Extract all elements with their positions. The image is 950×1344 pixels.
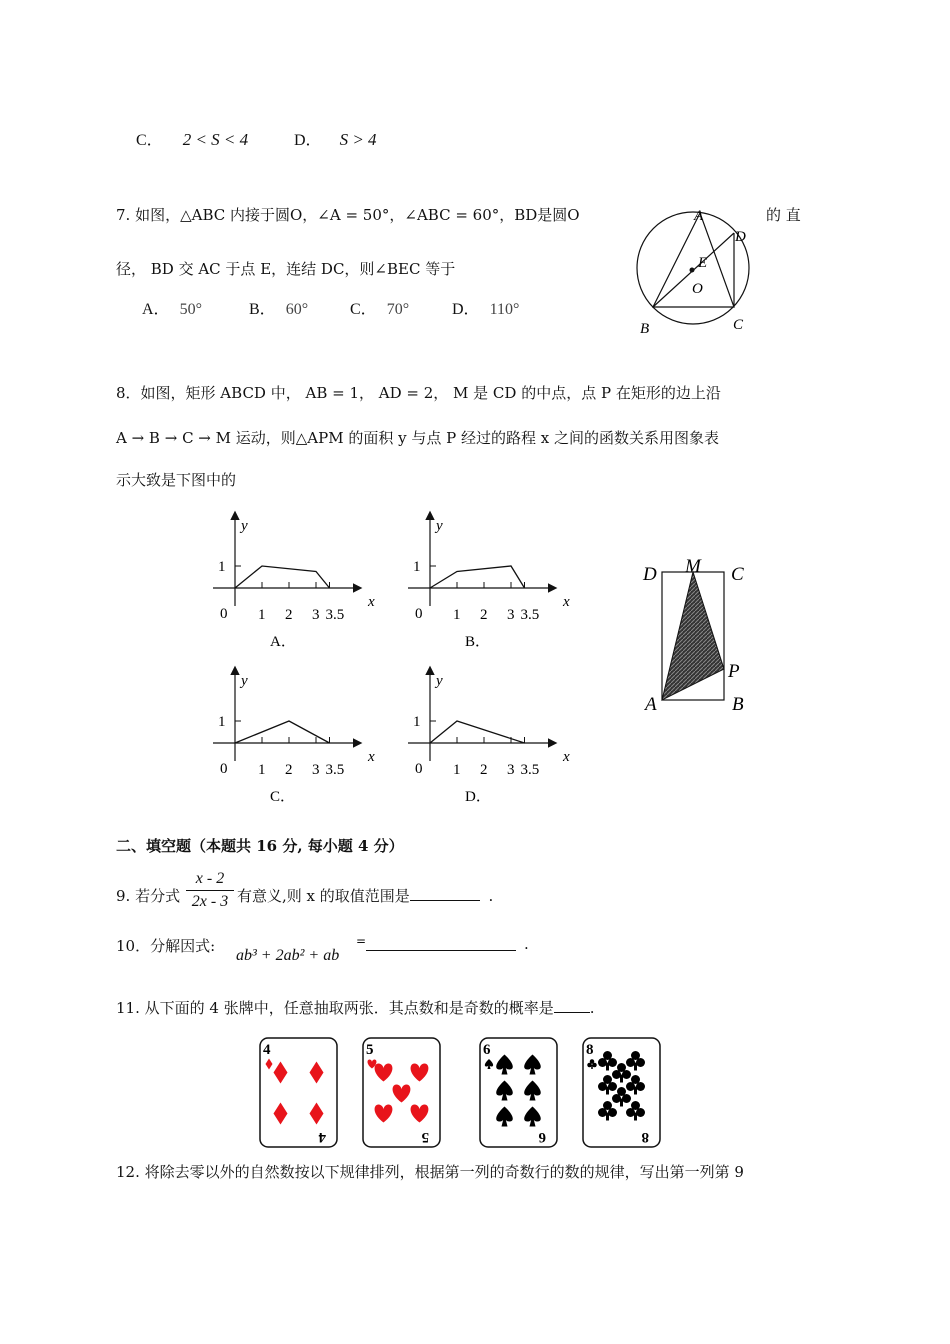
graph-line (235, 566, 330, 588)
q7-option-a-label: A． (142, 301, 170, 318)
q10-equals (356, 934, 366, 948)
graph-a (213, 513, 375, 650)
q7-line1: 7. 如图，△ABC 内接于圆O，∠A = 50°，∠ABC = 60°，BD是圆O (116, 206, 580, 224)
graph-option-label: D． (465, 789, 491, 805)
card-rank: 6 (483, 1042, 491, 1058)
fig7-label-c: C (733, 317, 744, 333)
card-club (583, 1038, 660, 1147)
q6-option-d-label: D． (294, 132, 322, 149)
q8-graph-grid (200, 505, 600, 815)
q10-end: . (524, 935, 529, 953)
q11-answer-blank[interactable] (554, 1012, 590, 1013)
q8-line1: 8．如图，矩形 ABCD 中， AB = 1， AD = 2， M 是 CD 的中点，点 P 在矩形的边上沿 (116, 384, 721, 402)
origin-label: 0 (415, 761, 423, 777)
graph-line (430, 566, 525, 588)
fig7-label-e: E (698, 255, 708, 271)
triangle-apm (662, 572, 724, 700)
q7-line2: 径， BD 交 AC 于点 E，连结 DC，则∠BEC 等于 (116, 260, 456, 278)
x-tick-label: 3.5 (520, 762, 540, 778)
q9-denominator: 2x - 3 (191, 893, 229, 910)
fig8-label-b: B (732, 694, 744, 715)
q11-end: . (589, 999, 595, 1017)
graph-b (408, 513, 570, 650)
graph-c (213, 668, 375, 805)
y-axis-label: y (241, 673, 248, 689)
q7-option-c-value: 70° (386, 301, 410, 318)
card-rank: 5 (366, 1042, 374, 1058)
q11-question: 11. 从下面的 4 张牌中，任意抽取两张．其点数和是奇数的概率是 (116, 999, 554, 1017)
card-rank-bottom: 6 (538, 1129, 546, 1145)
fig7-label-b: B (640, 321, 650, 337)
x-tick-label: 3 (507, 607, 515, 623)
graph-d (408, 668, 570, 805)
origin-label: 0 (220, 761, 228, 777)
card-spade (480, 1038, 557, 1147)
q6-option-c (136, 127, 248, 150)
q11-text (116, 997, 595, 1018)
card-rank-bottom: 4 (318, 1129, 326, 1145)
x-tick-label: 3.5 (325, 607, 345, 623)
fig7-label-d: D (735, 229, 746, 245)
q7-option-b (249, 296, 308, 319)
y-tick-label: 1 (218, 714, 226, 730)
x-tick-label: 2 (285, 762, 293, 778)
q9-prefix: 9. 若分式 (116, 887, 181, 905)
fig8-label-d: D (643, 564, 657, 585)
x-tick-label: 2 (480, 762, 488, 778)
x-tick-label: 3.5 (325, 762, 345, 778)
y-tick-label: 1 (413, 559, 421, 575)
x-tick-label: 1 (453, 762, 461, 778)
graph-option-label: A． (270, 634, 296, 650)
x-tick-label: 3.5 (520, 607, 540, 623)
card-heart (363, 1038, 440, 1147)
q8-line3: 示大致是下图中的 (116, 471, 237, 489)
x-axis-label: x (563, 749, 570, 765)
q9-numerator: x - 2 (186, 870, 234, 891)
graph-line (430, 721, 525, 743)
q7-option-a (142, 296, 202, 319)
card-rank: 4 (263, 1042, 271, 1058)
q7-option-d (452, 296, 519, 319)
x-tick-label: 1 (258, 607, 266, 623)
graph-option-label: C． (270, 789, 296, 805)
x-axis-label: x (368, 594, 375, 610)
x-tick-label: 3 (312, 607, 320, 623)
q7-option-b-label: B． (249, 301, 276, 318)
q9-fraction (186, 870, 234, 911)
q7-option-c-label: C． (350, 301, 377, 318)
x-tick-label: 1 (453, 607, 461, 623)
q9-answer-blank[interactable] (410, 900, 480, 901)
fig8-label-m: M (685, 556, 701, 577)
origin-label: 0 (415, 606, 423, 622)
card-rank-bottom: 5 (421, 1129, 429, 1145)
q10-answer-blank[interactable] (366, 935, 516, 951)
graph-line (235, 721, 330, 743)
q7-option-b-value: 60° (285, 301, 309, 318)
card-rank-bottom: 8 (641, 1129, 649, 1145)
q7-option-c (350, 296, 409, 319)
x-axis-label: x (563, 594, 570, 610)
x-tick-label: 3 (312, 762, 320, 778)
x-tick-label: 1 (258, 762, 266, 778)
y-axis-label: y (241, 518, 248, 534)
q10-equals-sign: = (356, 934, 367, 948)
q6-option-d-expr: S > 4 (339, 130, 377, 149)
q6-option-d (294, 127, 377, 150)
q7-option-a-value: 50° (179, 301, 202, 318)
x-tick-label: 2 (285, 607, 293, 623)
q11-cards (255, 1035, 675, 1155)
q8-rectangle-figure (635, 555, 755, 720)
fig8-label-a: A (645, 694, 657, 715)
fig7-label-a: A (694, 208, 704, 224)
x-axis-label: x (368, 749, 375, 765)
q7-line1-tail: 的 直 (766, 206, 801, 224)
q7-circle-figure (630, 205, 770, 340)
y-axis-label: y (436, 518, 443, 534)
x-tick-label: 2 (480, 607, 488, 623)
q8-line2: A → B → C → M 运动，则△APM 的面积 y 与点 P 经过的路程 x 之间的函数关系用图象表 (116, 429, 719, 447)
q9-end: . (488, 887, 494, 905)
section2-title: 二、填空题（本题共 16 分, 每小题 4 分） (116, 837, 404, 855)
q6-option-c-label: C． (136, 132, 163, 149)
y-tick-label: 1 (218, 559, 226, 575)
card-rank: 8 (586, 1042, 594, 1058)
fig7-label-o: O (692, 281, 703, 297)
q10-prefix: 10．分解因式: (116, 937, 216, 955)
origin-label: 0 (220, 606, 228, 622)
card-diamond (260, 1038, 337, 1147)
fig8-label-p: P (728, 661, 740, 682)
y-axis-label: y (436, 673, 443, 689)
q6-option-c-expr: 2 < S < 4 (182, 130, 249, 149)
q12-text: 12. 将除去零以外的自然数按以下规律排列，根据第一列的奇数行的数的规律，写出第一列第 9 (116, 1163, 744, 1181)
y-tick-label: 1 (413, 714, 421, 730)
q9-suffix (237, 885, 493, 906)
fig8-label-c: C (731, 564, 744, 585)
q7-option-d-label: D． (452, 301, 480, 318)
q9-suffix-text: 有意义,则 x 的取值范围是 (237, 887, 410, 905)
graph-option-label: B． (465, 634, 491, 650)
x-tick-label: 3 (507, 762, 515, 778)
q7-option-d-value: 110° (489, 301, 520, 318)
center-point (690, 268, 695, 273)
q10-expression: ab³ + 2ab² + ab (236, 947, 340, 964)
